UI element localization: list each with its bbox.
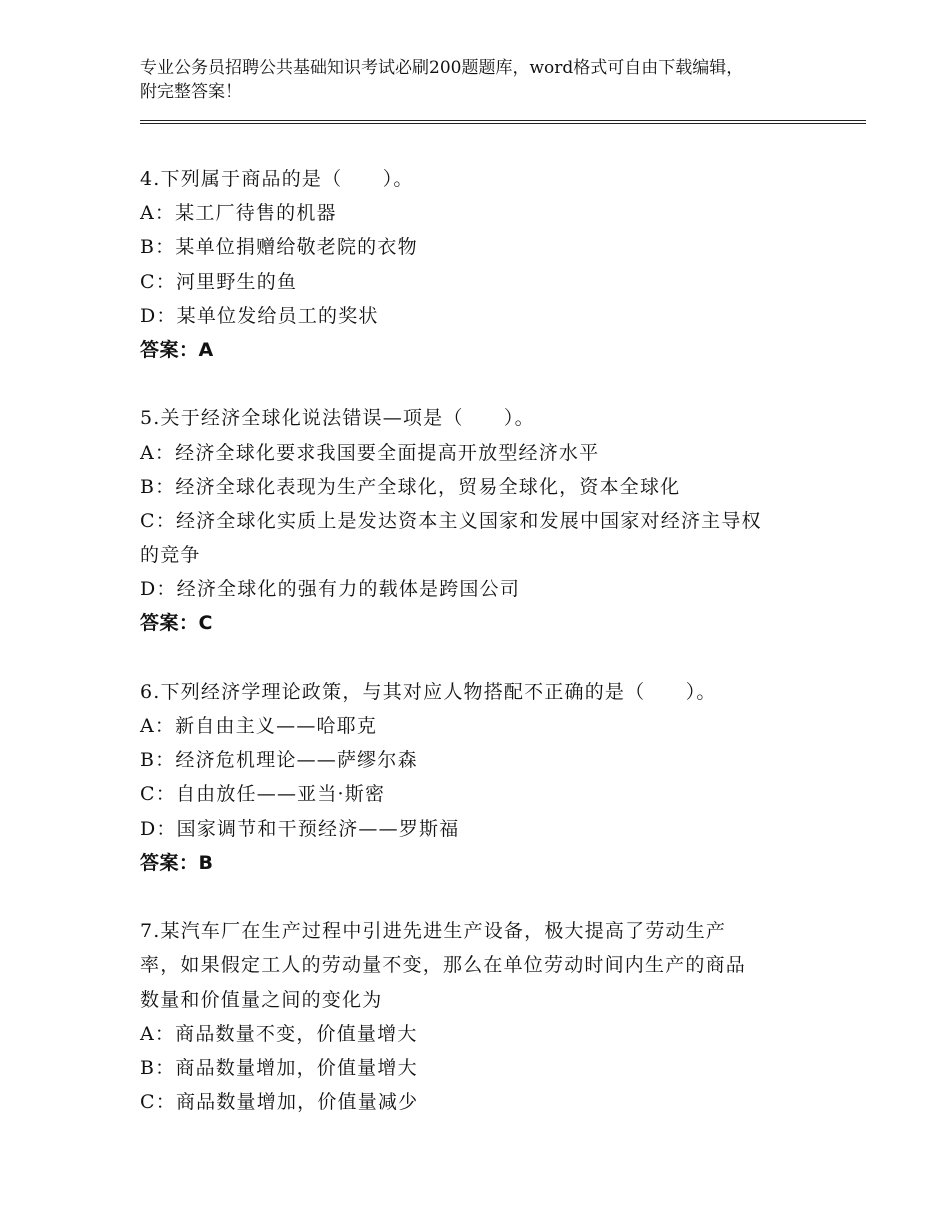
question-stem: 5.关于经济全球化说法错误—项是（ ）。: [140, 407, 535, 430]
answer-line: 答案：A: [140, 338, 214, 361]
question-block: [140, 914, 820, 1119]
question-block: [140, 162, 820, 367]
option-d: D：经济全球化的强有力的载体是跨国公司: [140, 578, 521, 601]
answer-line: 答案：B: [140, 851, 214, 874]
option-c-continued: 的竞争: [140, 544, 201, 567]
question-list: [140, 162, 820, 1119]
question-stem: 4.下列属于商品的是（ ）。: [140, 168, 414, 190]
header-line-2: 附完整答案！: [140, 82, 242, 102]
option-b: B：经济危机理论——萨缪尔森: [140, 749, 418, 772]
header-line-1: 专业公务员招聘公共基础知识考试必刷200题题库，word格式可自由下载编辑，: [140, 58, 744, 78]
question-stem-continued: 率，如果假定工人的劳动量不变，那么在单位劳动时间内生产的商品: [140, 954, 747, 977]
header-divider: [140, 120, 866, 126]
option-b: B：某单位捐赠给敬老院的衣物: [140, 236, 418, 259]
option-d: D：国家调节和干预经济——罗斯福: [140, 817, 460, 840]
question-stem-continued: 数量和价值量之间的变化为: [140, 988, 383, 1011]
option-c: C：自由放任——亚当·斯密: [140, 783, 386, 806]
question-spacer: [140, 641, 820, 675]
option-c: C：经济全球化实质上是发达资本主义国家和发展中国家对经济主导权: [140, 509, 762, 532]
option-b: B：经济全球化表现为生产全球化，贸易全球化，资本全球化: [140, 475, 681, 498]
question-stem: 6.下列经济学理论政策，与其对应人物搭配不正确的是（ ）。: [140, 680, 717, 703]
question-stem: 7.某汽车厂在生产过程中引进先进生产设备，极大提高了劳动生产: [140, 920, 727, 943]
document-header: [140, 56, 820, 104]
question-spacer: [140, 367, 820, 401]
question-spacer: [140, 880, 820, 914]
option-c: C：商品数量增加，价值量减少: [140, 1091, 419, 1114]
question-block: [140, 675, 820, 880]
question-block: [140, 401, 820, 640]
option-b: B：商品数量增加，价值量增大: [140, 1056, 418, 1079]
option-a: A：某工厂待售的机器: [140, 202, 337, 225]
option-a: A：新自由主义——哈耶克: [140, 715, 378, 737]
answer-line: 答案：C: [140, 612, 213, 635]
option-a: A：商品数量不变，价值量增大: [140, 1022, 418, 1045]
option-d: D：某单位发给员工的奖状: [140, 304, 379, 327]
option-c: C：河里野生的鱼: [140, 270, 298, 293]
option-a: A：经济全球化要求我国要全面提高开放型经济水平: [140, 441, 600, 464]
